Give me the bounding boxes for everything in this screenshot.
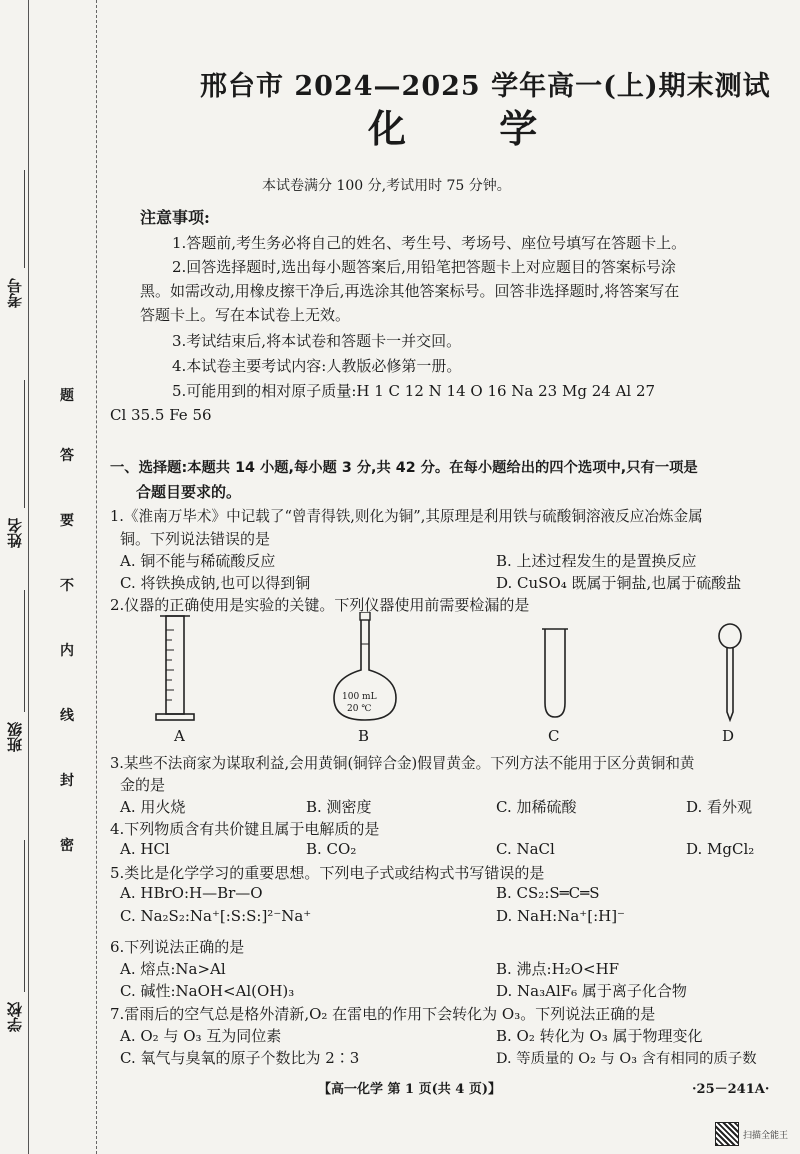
q4-stem: 4.下列物质含有共价键且属于电解质的是 [110, 820, 380, 838]
q2-stem: 2.仪器的正确使用是实验的关键。下列仪器使用前需要检漏的是 [110, 596, 530, 614]
q5-option-a: A. HBrO:H—Br—O [120, 884, 263, 902]
paper-code: ·25－241A· [692, 1082, 770, 1097]
q6-option-c: C. 碱性:NaOH<Al(OH)₃ [120, 982, 295, 1000]
seal-char: 线 [60, 708, 74, 724]
seal-dashed-line [96, 0, 97, 1154]
q5-stem: 5.类比是化学学习的重要思想。下列电子式或结构式书写错误的是 [110, 864, 545, 882]
binding-border [28, 0, 29, 1154]
seal-char: 内 [60, 643, 74, 659]
section-heading-cont: 合题目要求的。 [136, 483, 242, 501]
q4-option-a: A. HCl [120, 840, 170, 858]
section-heading: 一、选择题:本题共 14 小题,每小题 3 分,共 42 分。在每小题给出的四个选项中,只有一项是 [110, 460, 698, 476]
q6-option-b: B. 沸点:H₂O<HF [496, 960, 620, 978]
q5-option-d: D. NaH:Na⁺[:H]⁻ [496, 907, 625, 925]
q2-label-a: A [174, 727, 185, 745]
notice-heading: 注意事项: [140, 208, 210, 227]
notice-item: 3.考试结束后,将本试卷和答题卡一并交回。 [172, 332, 462, 350]
notice-item: 黑。如需改动,用橡皮擦干净后,再选涂其他答案标号。回答非选择题时,将答案写在 [140, 282, 680, 300]
q3-stem-cont: 金的是 [120, 776, 166, 794]
q4-option-d: D. MgCl₂ [686, 840, 755, 858]
notice-item: 答题卡上。写在本试卷上无效。 [140, 306, 351, 324]
q7-stem: 7.雷雨后的空气总是格外清新,O₂ 在雷电的作用下会转化为 O₃。下列说法正确的是 [110, 1005, 656, 1023]
seal-char: 题 [60, 388, 74, 404]
q4-option-b: B. CO₂ [306, 840, 357, 858]
dropper-icon [712, 622, 748, 722]
q5-option-c: C. Na₂S₂:Na⁺[:S:S:]²⁻Na⁺ [120, 907, 312, 925]
q1-option-b: B. 上述过程发生的是置换反应 [496, 552, 697, 570]
q1-option-c: C. 将铁换成钠,也可以得到铜 [120, 574, 311, 592]
seal-char: 不 [60, 578, 74, 594]
q7-option-a: A. O₂ 与 O₃ 互为同位素 [120, 1027, 282, 1045]
class-blank [24, 590, 25, 712]
notice-item: 1.答题前,考生务必将自己的姓名、考生号、考场号、座位号填写在答题卡上。 [172, 234, 687, 252]
school-label: 学校 [6, 1002, 24, 1032]
q2-label-c: C [548, 727, 560, 745]
page-footer: 【高一化学 第 1 页(共 4 页)】 [318, 1082, 502, 1097]
exam-title: 邢台市 2024—2025 学年高一(上)期末测试 [200, 71, 771, 102]
flask-temp-text: 20 ℃ [347, 704, 372, 714]
class-label: 班级 [6, 722, 24, 752]
q2-label-b: B [358, 727, 370, 745]
q3-option-c: C. 加稀硫酸 [496, 798, 577, 816]
q6-stem: 6.下列说法正确的是 [110, 938, 245, 956]
subject-title: 化 学 [368, 106, 578, 151]
graduated-cylinder-icon [150, 610, 210, 730]
full-score-note: 本试卷满分 100 分,考试用时 75 分钟。 [262, 178, 511, 194]
notice-item: 5.可能用到的相对原子质量:H 1 C 12 N 14 O 16 Na 23 Mg 24 Al 27 [172, 382, 656, 400]
scanner-stamp-text: 扫描全能王 [742, 1130, 788, 1141]
seal-char: 答 [60, 448, 74, 464]
q3-stem: 3.某些不法商家为谋取利益,会用黄铜(铜锌合金)假冒黄金。下列方法不能用于区分黄铜和黄 [110, 755, 695, 772]
q1-stem: 1.《淮南万毕术》中记载了“曾青得铁,则化为铜”,其原理是利用铁与硫酸铜溶液反应冶炼金属 [110, 508, 703, 525]
notice-item: 2.回答选择题时,选出每小题答案后,用铅笔把答题卡上对应题目的答案标号涂 [172, 258, 676, 276]
seal-char: 要 [60, 513, 74, 529]
q6-option-d: D. Na₃AlF₆ 属于离子化合物 [496, 982, 687, 1000]
seal-char: 密 [60, 838, 74, 854]
q2-label-d: D [722, 727, 735, 745]
notice-item: 4.本试卷主要考试内容:人教版必修第一册。 [172, 357, 462, 375]
q1-option-a: A. 铜不能与稀硫酸反应 [120, 552, 276, 570]
name-label: 姓名 [6, 518, 24, 548]
exam-no-label: 考号 [6, 278, 24, 308]
name-blank [24, 380, 25, 508]
flask-volume-text: 100 mL [342, 692, 377, 702]
test-tube-icon [540, 625, 570, 720]
q3-option-b: B. 测密度 [306, 798, 372, 816]
q3-option-d: D. 看外观 [686, 798, 753, 816]
q1-option-d: D. CuSO₄ 既属于铜盐,也属于硫酸盐 [496, 574, 742, 592]
q7-option-b: B. O₂ 转化为 O₃ 属于物理变化 [496, 1027, 703, 1045]
q3-option-a: A. 用火烧 [120, 798, 186, 816]
school-blank [24, 840, 25, 992]
q7-option-c: C. 氧气与臭氧的原子个数比为 2∶3 [120, 1049, 360, 1067]
q5-option-b: B. CS₂:S═C═S [496, 884, 600, 902]
exam-no-blank [24, 170, 25, 268]
notice-item: Cl 35.5 Fe 56 [110, 406, 212, 424]
scanner-stamp [715, 1122, 788, 1146]
qr-code-icon [715, 1122, 739, 1146]
q4-option-c: C. NaCl [496, 840, 555, 858]
seal-char: 封 [60, 773, 74, 789]
q7-option-d: D. 等质量的 O₂ 与 O₃ 含有相同的质子数 [496, 1051, 757, 1067]
q6-option-a: A. 熔点:Na>Al [120, 960, 226, 978]
q1-stem-cont: 铜。下列说法错误的是 [120, 530, 271, 548]
